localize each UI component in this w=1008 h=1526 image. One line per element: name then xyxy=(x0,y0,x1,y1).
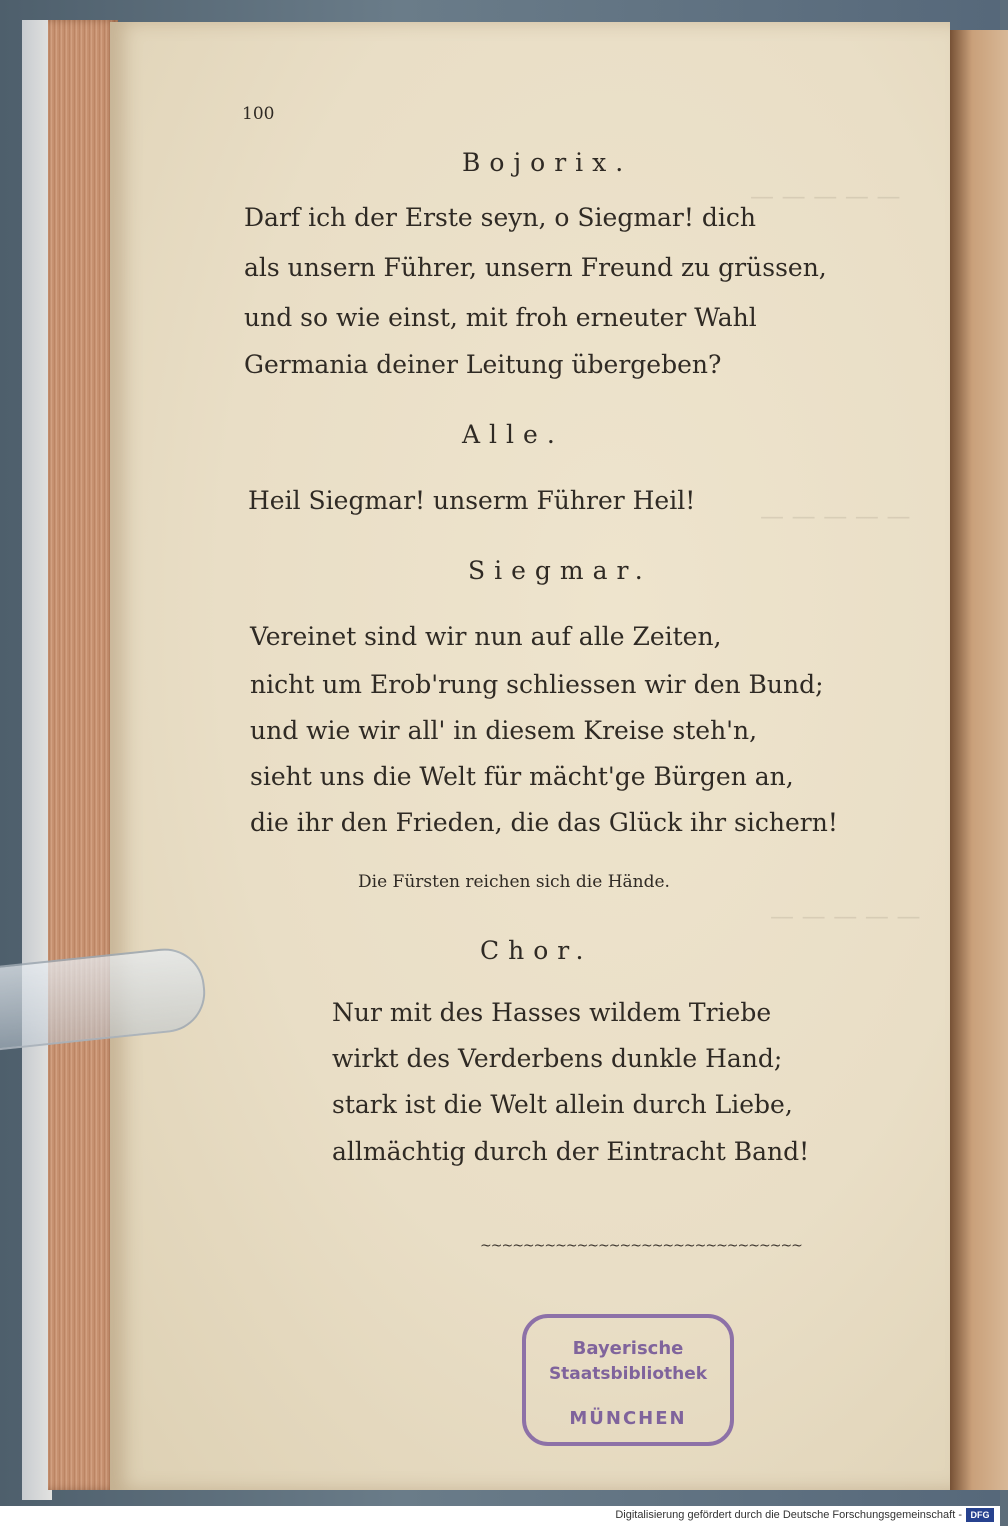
verse-line: nicht um Erob'rung schliessen wir den Bund; xyxy=(250,670,824,699)
bleed-through-texture: — — — — — xyxy=(750,182,901,210)
facing-page-edge xyxy=(948,30,1008,1490)
speaker-bojorix: Bojorix. xyxy=(462,148,633,177)
page-stack-edges xyxy=(48,20,118,1490)
bleed-through-texture: — — — — — xyxy=(760,502,911,530)
funding-notice: Digitalisierung gefördert durch die Deutsche Forschungsgemeinschaft - xyxy=(615,1509,962,1521)
verse-line: Germania deiner Leitung übergeben? xyxy=(244,350,722,379)
stage-direction: Die Fürsten reichen sich die Hände. xyxy=(358,872,670,892)
verse-line: allmächtig durch der Eintracht Band! xyxy=(332,1137,810,1166)
stamp-line: Staatsbibliothek xyxy=(548,1364,708,1384)
stamp-line: MÜNCHEN xyxy=(569,1408,687,1429)
verse-line: Vereinet sind wir nun auf alle Zeiten, xyxy=(250,622,722,651)
stamp-line: Bayerische xyxy=(572,1338,684,1359)
ornamental-rule: ~~~~~~~~~~~~~~~~~~~~~~~~~~~~~~ xyxy=(480,1238,802,1254)
library-stamp xyxy=(522,1314,734,1446)
verse-line: wirkt des Verderbens dunkle Hand; xyxy=(332,1044,783,1073)
speaker-alle: Alle. xyxy=(462,420,564,449)
speaker-siegmar: Siegmar. xyxy=(468,556,652,585)
verse-line: und so wie einst, mit froh erneuter Wahl xyxy=(244,303,757,332)
book-page xyxy=(110,22,950,1490)
page-number: 100 xyxy=(242,104,275,124)
verse-line: Nur mit des Hasses wildem Triebe xyxy=(332,998,772,1027)
dfg-logo-icon: DFG xyxy=(966,1508,994,1522)
verse-line: stark ist die Welt allein durch Liebe, xyxy=(332,1090,793,1119)
verse-line: und wie wir all' in diesem Kreise steh'n, xyxy=(250,716,758,745)
speaker-chor: Chor. xyxy=(480,936,593,965)
verse-line: Darf ich der Erste seyn, o Siegmar! dich xyxy=(244,203,756,232)
bleed-through-texture: — — — — — xyxy=(770,902,921,930)
verse-line: als unsern Führer, unsern Freund zu grüssen, xyxy=(244,253,827,282)
verse-line: sieht uns die Welt für mächt'ge Bürgen an, xyxy=(250,762,794,791)
verse-line: die ihr den Frieden, die das Glück ihr sichern! xyxy=(250,808,838,837)
verse-line: Heil Siegmar! unserm Führer Heil! xyxy=(248,486,696,515)
